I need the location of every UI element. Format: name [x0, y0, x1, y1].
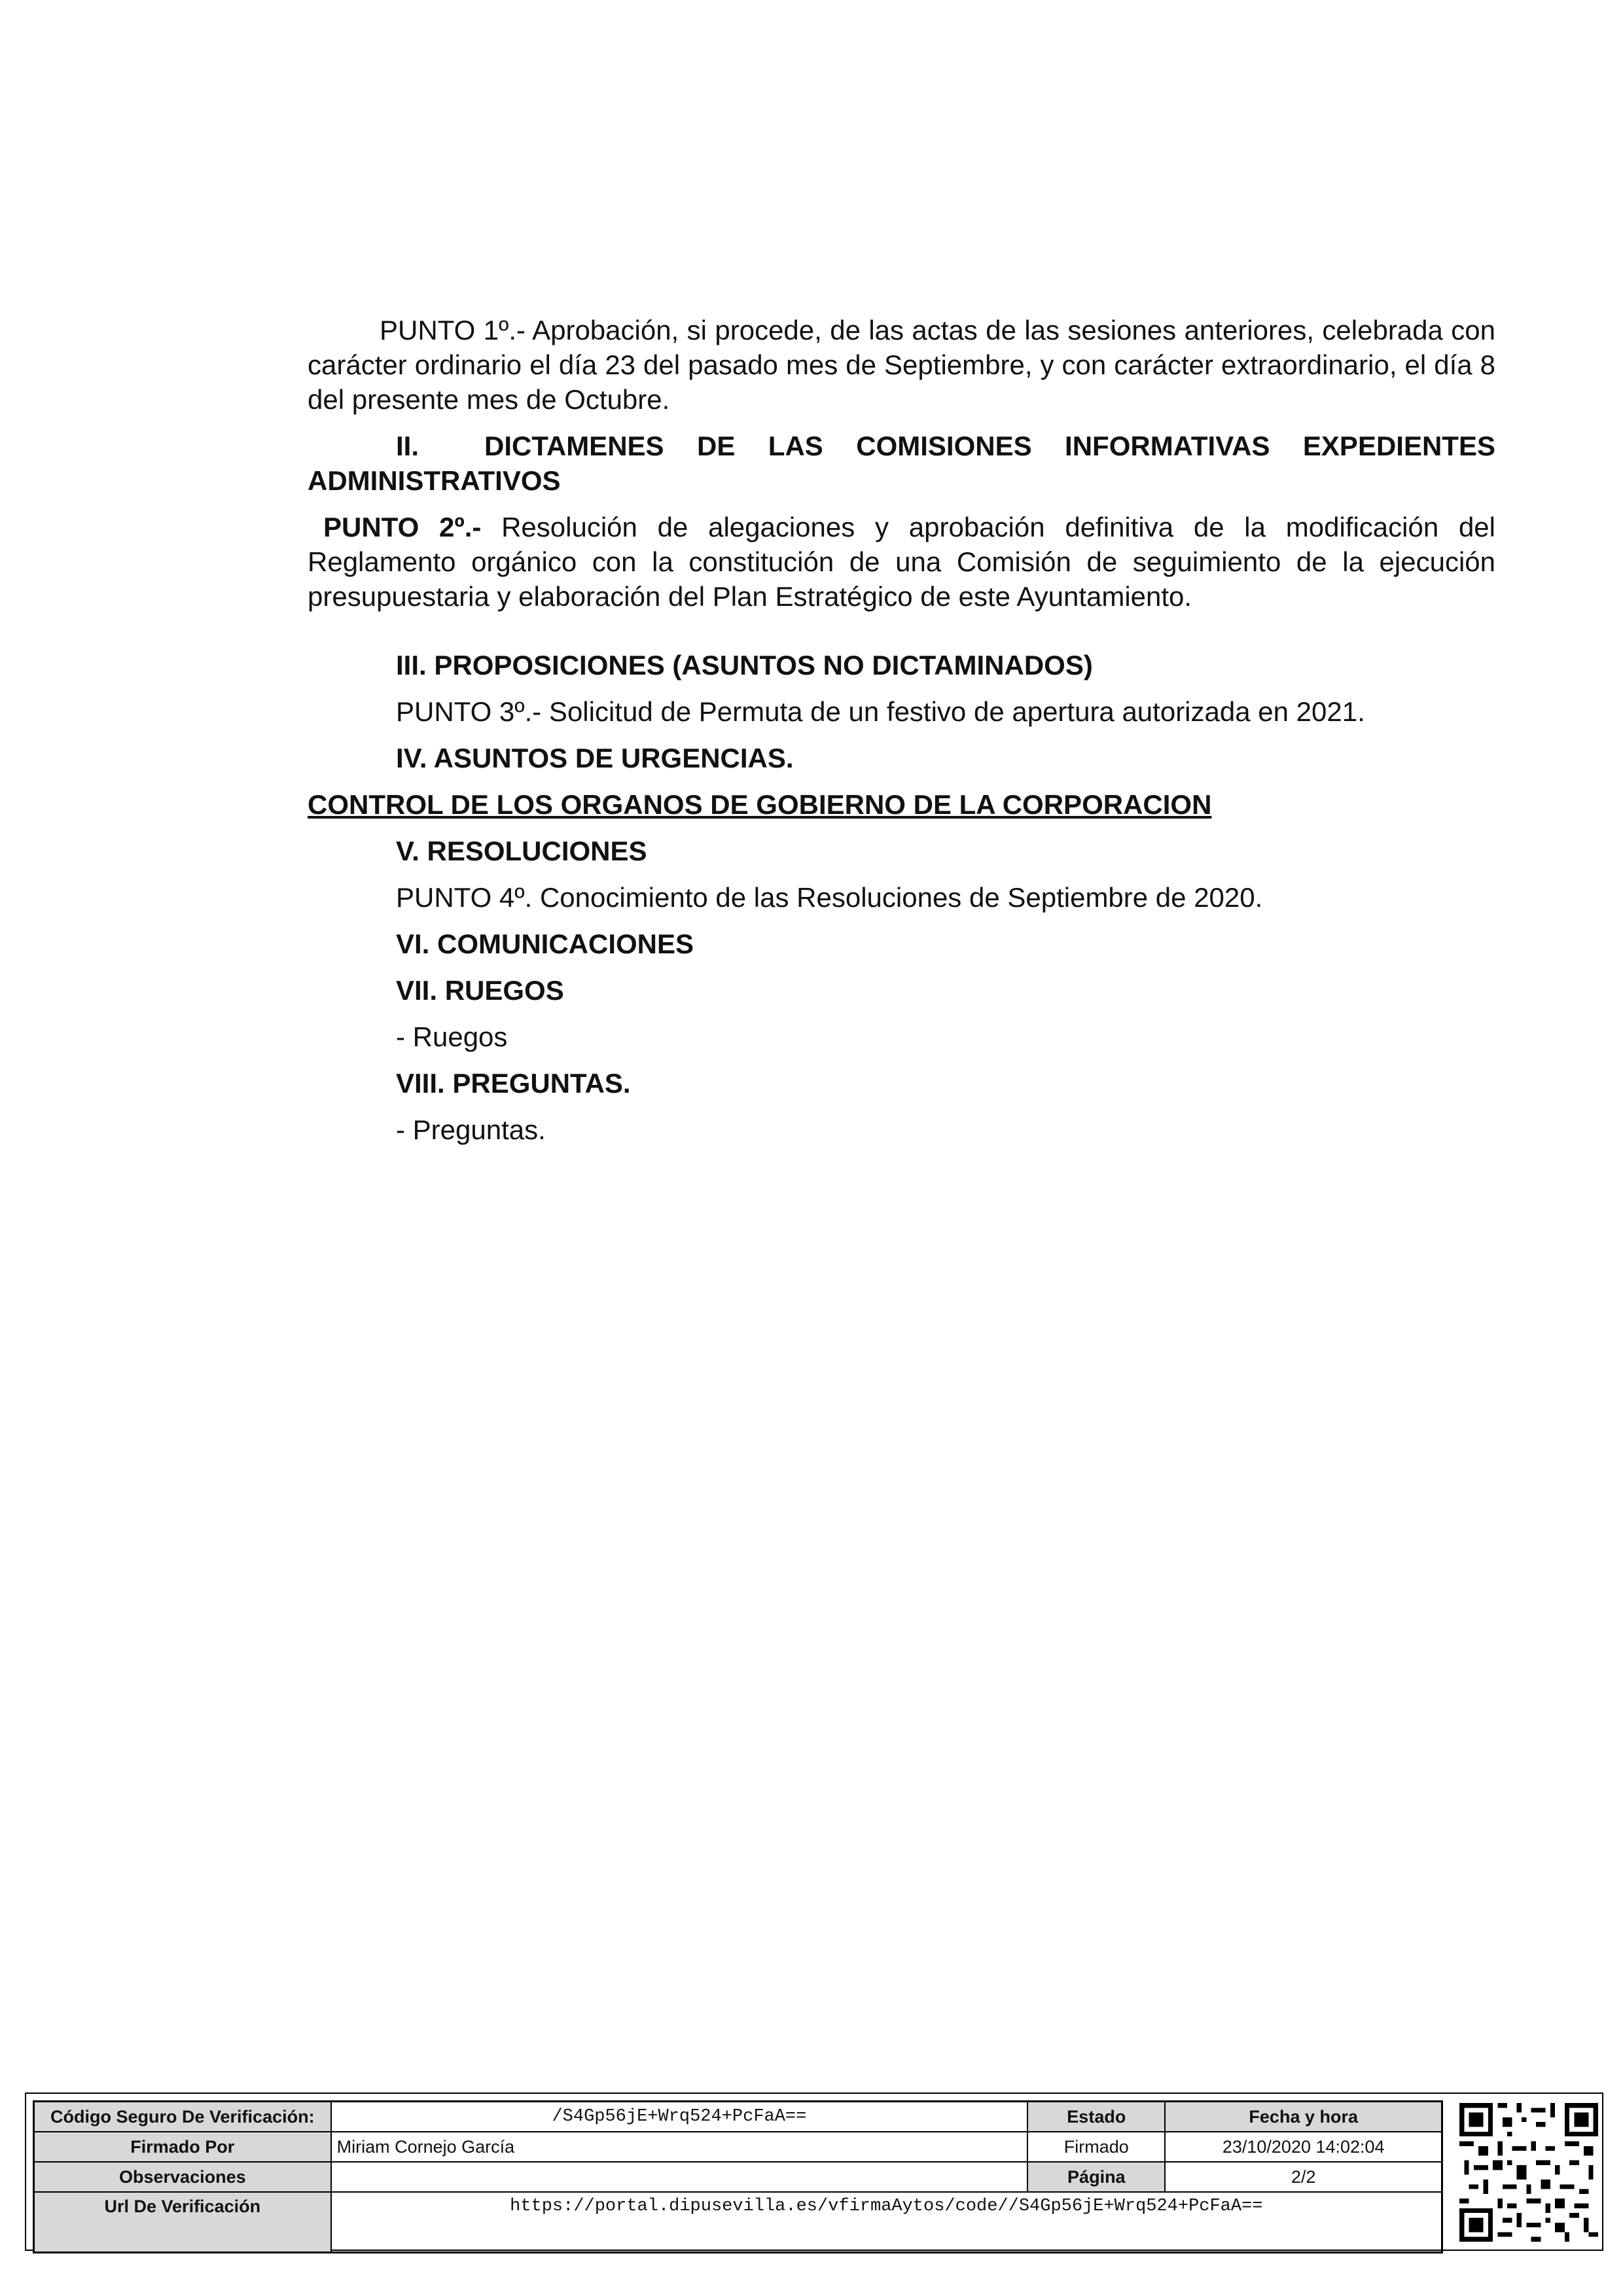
- control-heading: CONTROL DE LOS ORGANOS DE GOBIERNO DE LA CORPORACION: [308, 789, 1212, 820]
- firmado-por-value: Miriam Cornejo García: [331, 2132, 1028, 2162]
- section-7-heading: VII. RUEGOS: [396, 975, 564, 1006]
- punto-3: PUNTO 3º.- Solicitud de Permuta de un festivo de apertura autorizada en 2021.: [396, 696, 1365, 727]
- punto-1: PUNTO 1º.- Aprobación, si procede, de las actas de las sesiones anteriores, celebrada con carácter ordinario el día 23 del pasado mes de Septiembre, y con carácter extraordinario, el día 8 del presente mes de Octubre.: [308, 315, 1495, 415]
- section-2-heading: [308, 429, 1495, 498]
- punto-2-text: Resolución de alegaciones y aprobación definitiva de la modificación del Reglamento orgánico con la constitución de una Comisión de seguimiento de la ejecución presupuestaria y elaboración del Plan Estratégico de este Ayuntamiento.: [308, 512, 1495, 612]
- punto-4: PUNTO 4º. Conocimiento de las Resoluciones de Septiembre de 2020.: [396, 882, 1263, 913]
- agenda-body: [308, 313, 1495, 1147]
- section-2-numeral: II.: [396, 431, 419, 461]
- ruegos-item: - Ruegos: [396, 1021, 508, 1052]
- firmado-por-label: Firmado Por: [34, 2132, 331, 2162]
- section-8-heading: VIII. PREGUNTAS.: [396, 1068, 631, 1099]
- qr-code-icon: [1459, 2103, 1598, 2242]
- csv-value: /S4Gp56jE+Wrq524+PcFaA==: [331, 2102, 1028, 2132]
- section-4-heading: IV. ASUNTOS DE URGENCIAS.: [396, 743, 794, 773]
- fecha-label: Fecha y hora: [1165, 2102, 1442, 2132]
- url-value[interactable]: https://portal.dipusevilla.es/vfirmaAytos/code//S4Gp56jE+Wrq524+PcFaA==: [331, 2192, 1442, 2253]
- estado-value: Firmado: [1027, 2132, 1165, 2162]
- preguntas-item: - Preguntas.: [396, 1114, 546, 1145]
- section-2-title: DICTAMENES DE LAS COMISIONES INFORMATIVAS EXPEDIENTES ADMINISTRATIVOS: [308, 431, 1495, 496]
- pagina-value: 2/2: [1165, 2162, 1442, 2192]
- section-6-heading: VI. COMUNICACIONES: [396, 928, 694, 959]
- punto-2: [308, 510, 1495, 614]
- verification-footer: [25, 2093, 1603, 2251]
- estado-label: Estado: [1027, 2102, 1165, 2132]
- fecha-value: 23/10/2020 14:02:04: [1165, 2132, 1442, 2162]
- csv-label: Código Seguro De Verificación:: [34, 2102, 331, 2132]
- observaciones-label: Observaciones: [34, 2162, 331, 2192]
- pagina-label: Página: [1027, 2162, 1165, 2192]
- verification-table: [33, 2100, 1443, 2253]
- section-3-heading: III. PROPOSICIONES (ASUNTOS NO DICTAMINADOS): [396, 650, 1093, 680]
- observaciones-value: [331, 2162, 1028, 2192]
- section-5-heading: V. RESOLUCIONES: [396, 836, 647, 866]
- url-label: Url De Verificación: [34, 2192, 331, 2253]
- punto-2-label: PUNTO 2º.-: [323, 512, 482, 542]
